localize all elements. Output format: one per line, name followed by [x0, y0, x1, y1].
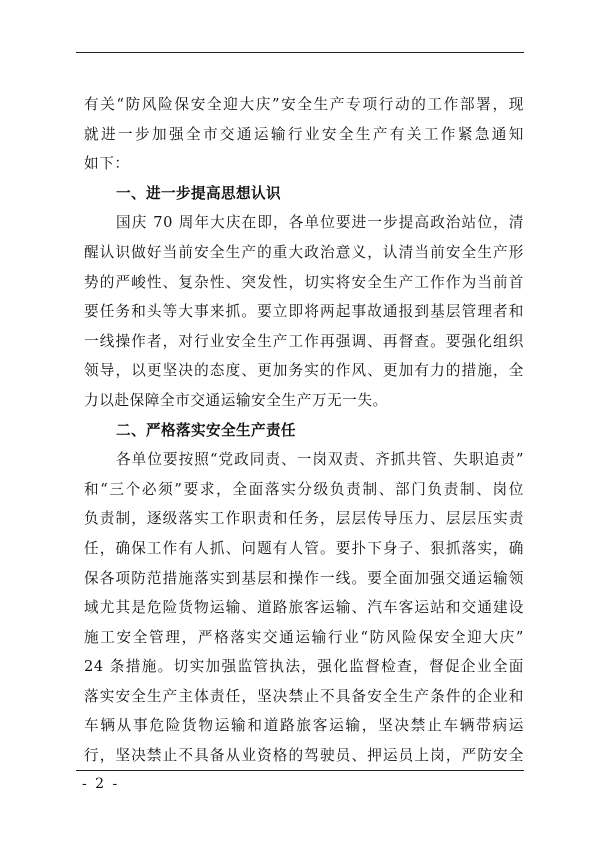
paragraph-line: 域尤其是危险货物运输、道路旅客运输、汽车客运站和交通建设: [84, 599, 524, 617]
document-body: [84, 90, 524, 771]
paragraph-line: 要任务和头等大事来抓。要立即将两起事故通报到基层管理者和: [84, 303, 524, 321]
section-heading: 一、进一步提高思想认识: [116, 184, 281, 202]
paragraph-line: 24 条措施。切实加强监管执法，强化监督检查，督促企业全面: [84, 658, 524, 676]
paragraph-line: 车辆从事危险货物运输和道路旅客运输，坚决禁止车辆带病运: [84, 717, 524, 735]
paragraph-line: 国庆 70 周年大庆在即，各单位要进一步提高政治站位，清: [116, 214, 524, 232]
header-rule: [76, 52, 524, 53]
paragraph-line: 各单位要按照“党政同责、一岗双责、齐抓共管、失职追责”: [116, 451, 524, 469]
footer-rule: [76, 770, 524, 771]
paragraph-line: 如下：: [84, 155, 130, 173]
paragraph-line: 醒认识做好当前安全生产的重大政治意义，认清当前安全生产形: [84, 243, 524, 261]
paragraph-line: 力以赴保障全市交通运输安全生产万无一失。: [84, 391, 388, 409]
paragraph-line: 势的严峻性、复杂性、突发性，切实将安全生产工作作为当前首: [84, 273, 524, 291]
paragraph-line: 行，坚决禁止不具备从业资格的驾驶员、押运员上岗，严防安全: [84, 747, 524, 765]
paragraph-line: 负责制，逐级落实工作职责和任务，层层传导压力、层层压实责: [84, 510, 524, 528]
paragraph-line: 落实安全生产主体责任，坚决禁止不具备安全生产条件的企业和: [84, 687, 524, 705]
paragraph-line: 施工安全管理，严格落实交通运输行业“防风险保安全迎大庆”: [84, 628, 524, 646]
paragraph-line: 任，确保工作有人抓、问题有人管。要扑下身子、狠抓落实，确: [84, 539, 524, 557]
paragraph-line: 有关“防风险保安全迎大庆”安全生产专项行动的工作部署，现: [84, 96, 524, 113]
section-heading: 二、严格落实安全生产责任: [116, 421, 296, 439]
paragraph-line: 领导，以更坚决的态度、更加务实的作风、更加有力的措施，全: [84, 362, 524, 380]
page-number: - 2 -: [82, 776, 120, 792]
paragraph-line: 保各项防范措施落实到基层和操作一线。要全面加强交通运输领: [84, 569, 524, 587]
paragraph-line: 一线操作者，对行业安全生产工作再强调、再督查。要强化组织: [84, 332, 524, 350]
paragraph-line: 就进一步加强全市交通运输行业安全生产有关工作紧急通知: [84, 125, 524, 143]
paragraph-line: 和“三个必须”要求，全面落实分级负责制、部门负责制、岗位: [84, 480, 524, 498]
